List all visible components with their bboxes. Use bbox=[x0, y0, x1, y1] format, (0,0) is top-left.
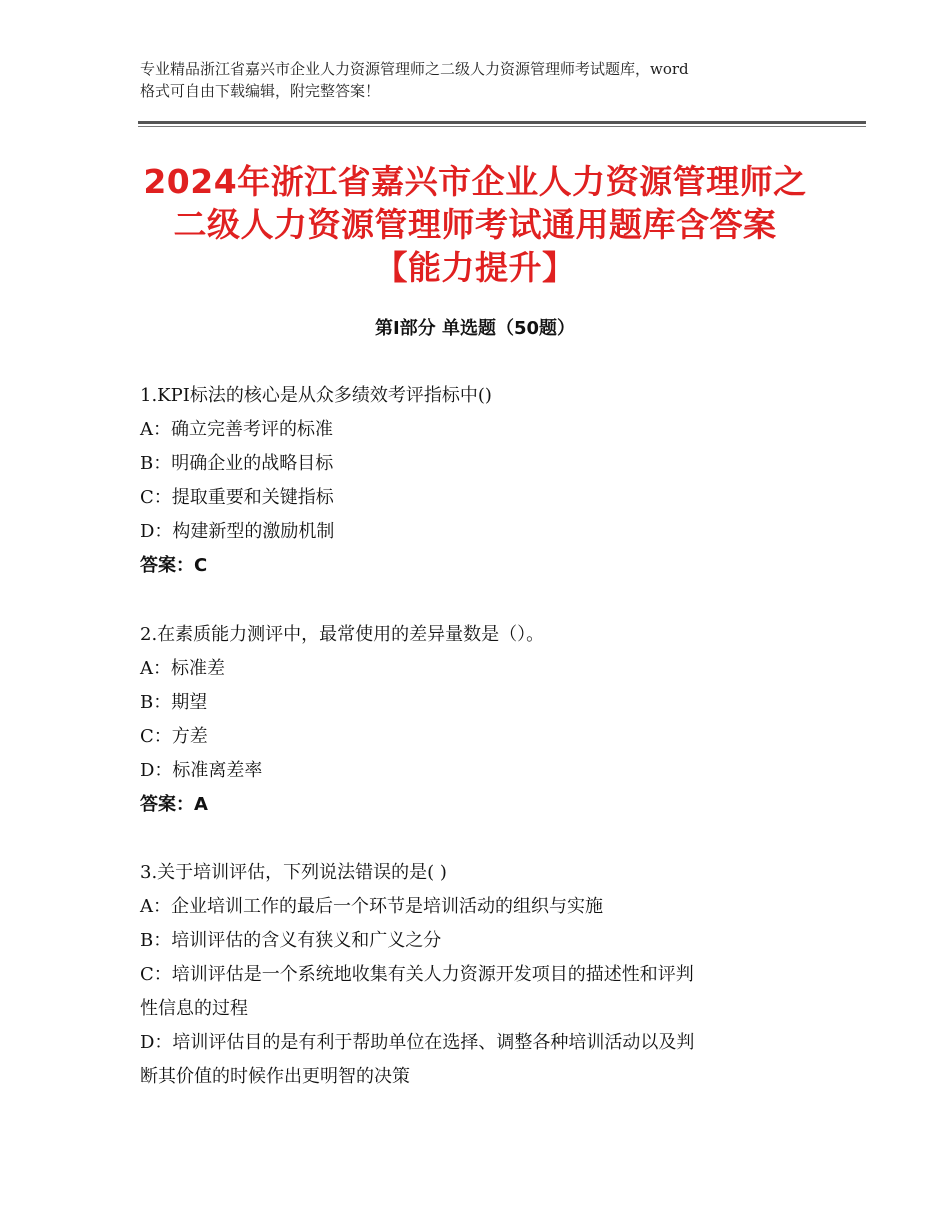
header-note-line: 专业精品浙江省嘉兴市企业人力资源管理师之二级人力资源管理师考试题库，word bbox=[140, 60, 689, 78]
question-3 bbox=[140, 856, 820, 1094]
option-d: D：构建新型的激励机制 bbox=[140, 521, 335, 542]
question-2 bbox=[140, 618, 820, 822]
title-line: 2024年浙江省嘉兴市企业人力资源管理师之 bbox=[143, 162, 807, 201]
option-d: D：培训评估目的是有利于帮助单位在选择、调整各种培训活动以及判 bbox=[140, 1032, 695, 1053]
section-heading: 第Ⅰ部分 单选题（50题） bbox=[374, 318, 575, 339]
header-divider-thin bbox=[138, 126, 866, 127]
header-note bbox=[140, 58, 820, 102]
question-stem: 3.关于培训评估，下列说法错误的是( ) bbox=[140, 862, 447, 883]
title-line: 【能力提升】 bbox=[374, 248, 576, 287]
option-b: B：明确企业的战略目标 bbox=[140, 453, 334, 474]
option-b: B：期望 bbox=[140, 692, 208, 713]
header-note-line: 格式可自由下载编辑，附完整答案！ bbox=[140, 82, 381, 100]
document-title bbox=[100, 160, 850, 289]
option-c: C：提取重要和关键指标 bbox=[140, 487, 334, 508]
option-c-continued: 性信息的过程 bbox=[140, 998, 248, 1019]
option-a: A：企业培训工作的最后一个环节是培训活动的组织与实施 bbox=[140, 896, 603, 917]
title-line: 二级人力资源管理师考试通用题库含答案 bbox=[173, 205, 777, 244]
question-1 bbox=[140, 379, 820, 583]
option-a: A：确立完善考评的标准 bbox=[140, 419, 333, 440]
option-c: C：方差 bbox=[140, 726, 208, 747]
option-d: D：标准离差率 bbox=[140, 760, 263, 781]
option-d-continued: 断其价值的时候作出更明智的决策 bbox=[140, 1066, 410, 1087]
answer-label: 答案：A bbox=[140, 794, 208, 815]
header-divider-thick bbox=[138, 121, 866, 124]
question-stem: 1.KPI标法的核心是从众多绩效考评指标中() bbox=[140, 385, 492, 406]
answer-label: 答案：C bbox=[140, 555, 208, 576]
question-stem: 2.在素质能力测评中，最常使用的差异量数是（）。 bbox=[140, 624, 545, 645]
option-c: C：培训评估是一个系统地收集有关人力资源开发项目的描述性和评判 bbox=[140, 964, 694, 985]
option-a: A：标准差 bbox=[140, 658, 225, 679]
option-b: B：培训评估的含义有狭义和广义之分 bbox=[140, 930, 442, 951]
